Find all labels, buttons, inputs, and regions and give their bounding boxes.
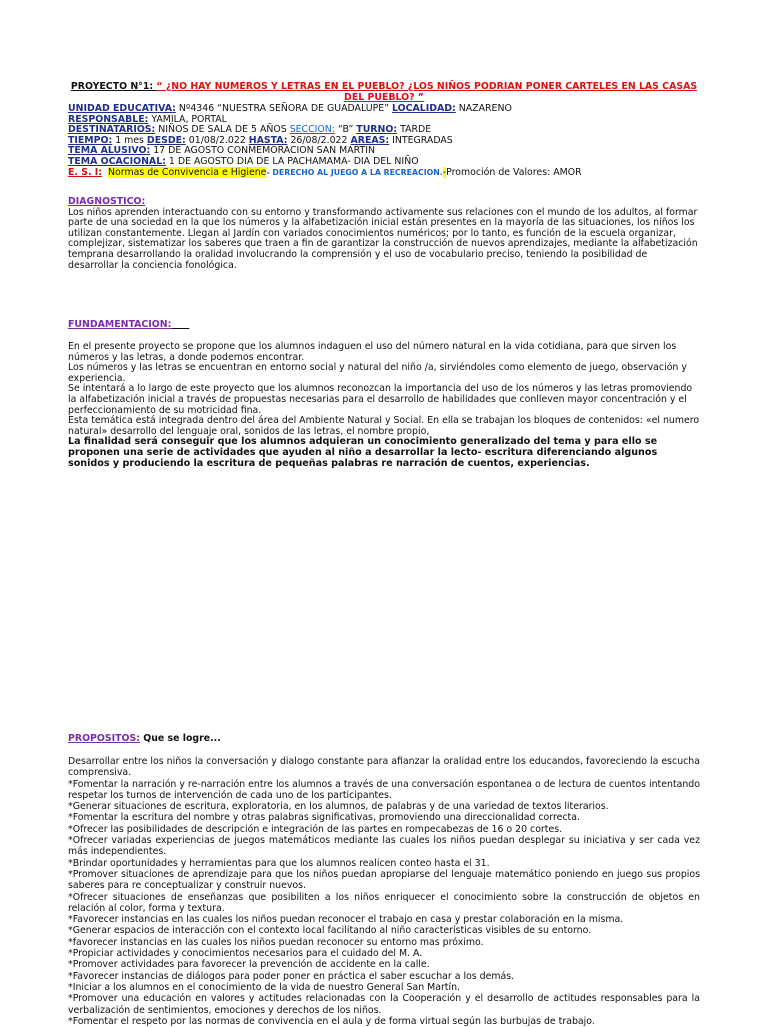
responsable-label: RESPONSABLE: [68,113,149,125]
proposito-item: *Ofrecer situaciones de enseñanzas que posibiliten a los niños enriquecer el conocimiento sobre la construcción de objetos en relación al color, forma y textura. [68,891,700,914]
fundamentacion-p2: Los números y las letras se encuentran en entorno social y natural del niño /a, sirviéndoles como elemento de juego, observación y experiencia. [68,362,687,384]
areas-value: INTEGRADAS [389,134,453,146]
unidad-label: UNIDAD EDUCATIVA: [68,103,176,114]
seccion-label: SECCION: [289,124,335,136]
fundamentacion-p1: En el presente proyecto se propone que los alumnos indaguen el uso del número natural en la vida cotidiana, para que sirven los números y las letras, a donde podemos encontrar. [68,341,677,363]
esi-derecho: - DERECHO AL JUEGO A LA RECREACION. [266,167,443,177]
fundamentacion-section [68,320,700,331]
fundamentacion-heading-trail [171,319,189,330]
propositos-list [68,756,700,1027]
unidad-value: Nº4346 “NUESTRA SEÑORA DE GUADALUPE” [175,103,392,114]
project-title [68,82,700,103]
hasta-value: 26/08/2.022 [287,134,351,146]
header-info [68,104,700,178]
proposito-item: *Fomentar la narración y re-narración entre los alumnos a través de una conversación espontanea o de lectura de cuentos intentando respetar los turnos de intervención de cada uno de los participantes. [68,778,700,801]
title-question: “ ¿NO HAY NUMEROS Y LETRAS EN EL PUEBLO? ¿LOS NIÑOS PODRIAN PONER CARTELES EN LAS CASAS DEL PUEBLO? ” [156,81,698,103]
desde-label: DESDE: [146,134,186,146]
esi-label: E. S. I: [68,166,103,178]
turno-label: TURNO: [356,124,398,136]
proposito-item: *Fomentar la escritura del nombre y otras palabras significativas, promoviendo una direccionalidad correcta. [68,812,580,824]
proposito-item: *Promover una educación en valores y actitudes relacionadas con la Cooperación y el desarrollo de actitudes responsables para la verbalización de sentimientos, emociones y derechos de los niños. [68,993,700,1016]
localidad-label: LOCALIDAD: [391,103,456,114]
proposito-item: *Propiciar actividades y conocimientos necesarios para el cuidado del M. A. [68,948,423,960]
destinatarios-label: DESTINATARIOS: [68,124,156,136]
fundamentacion-heading-line [68,320,700,331]
fundamentacion-body [68,342,700,469]
fundamentacion-heading: FUNDAMENTACION: [68,319,172,330]
tema-ocasional-label: TEMA OCACIONAL: [68,155,166,167]
proposito-item: *Fomentar el respeto por las normas de convivencia en el aula y de forma virtual según las burbujas de trabajo. [68,1015,595,1027]
localidad-value: NAZARENO [455,103,512,114]
proposito-item: *Favorecer instancias en las cuales los niños puedan reconocer el trabajo en casa y prestar colaboración en la misma. [68,914,624,926]
destinatarios-value: NIÑOS DE SALA DE 5 AÑOS [155,124,290,136]
title-prefix: PROYECTO N°1: [70,81,157,92]
diagnostico-section [68,197,700,271]
proposito-item: *Brindar oportunidades y herramientas para que los alumnos realicen conteo hasta el 31. [68,857,490,869]
esi-valores: Promoción de Valores: AMOR [446,166,582,178]
proposito-item: *favorecer instancias en las cuales los niños puedan reconocer su entorno mas próximo. [68,936,484,948]
propositos-section [68,734,700,745]
esi-highlight: Normas de Convivencia e Higiene [108,166,267,178]
fundamentacion-p3: Se intentará a lo largo de este proyecto que los alumnos reconozcan la importancia del uso de los números y las letras promoviendo la alfabetización inicial a través de propuestas necesarias para el desarrollo de habilidades que conlleven mayor concentración y el perfeccionamiento de su motricidad fina. [68,383,693,416]
proposito-item: *Generar espacios de interacción con el contexto local facilitando al niño características visibles de su entorno. [68,925,592,937]
seccion-value: “B” [334,124,357,136]
proposito-item: *Promover situaciones de aprendizaje para que los niños puedan apropiarse del lenguaje matemático poniendo en juego sus propios saberes para re conceptualizar y construir nuevos. [68,868,700,892]
esi-line [68,168,700,179]
tema-ocasional-line [68,157,700,168]
tema-ocasional-value: 1 DE AGOSTO DIA DE LA PACHAMAMA- DIA DEL NIÑO [165,155,419,167]
proposito-item: *Promover actividades para favorecer la prevención de accidente en la calle. [68,959,430,971]
proposito-item: *Ofrecer las posibilidades de descripción e integración de las partes en rompecabezas de 16 o 20 cortes. [68,823,563,835]
proposito-item: *Generar situaciones de escritura, exploratoria, en los alumnos, de palabras y de una variedad de textos literarios. [68,801,609,813]
propositos-intro: Que se logre... [140,733,221,744]
areas-label: AREAS: [350,134,390,146]
fundamentacion-p5: La finalidad será conseguir que los alumnos adquieran un conocimiento generalizado del tema y para ello se proponen una serie de actividades que ayuden al niño a desarrollar la lecto- escritura diferenciando algunos sonidos y produciendo la escritura de pequeñas palabras re narración de cuentos, experiencias. [68,436,658,469]
tema-alusivo-label: TEMA ALUSIVO: [68,145,151,157]
esi-dash: - [442,166,447,178]
propositos-heading: PROPOSITOS: [68,733,141,744]
responsable-value: YAMILA, PORTAL [148,113,227,125]
tiempo-label: TIEMPO: [68,134,113,146]
diagnostico-heading: DIAGNOSTICO: [68,196,146,207]
tema-alusivo-value: 17 DE AGOSTO CONMEMORACION SAN MARTIN [150,145,376,157]
proposito-item: *Iniciar a los alumnos en el conocimiento de la vida de nuestro General San Martín. [68,981,461,993]
proposito-item: *Ofrecer variadas experiencias de juegos matemáticos mediante las cuales los niños puedan desplegar su iniciativa y ser cada vez más independientes. [68,835,700,858]
propositos-heading-line [68,734,700,745]
proposito-item: Desarrollar entre los niños la conversación y dialogo constante para afianzar la oralidad entre los educandos, favoreciendo la escucha comprensiva. [68,756,700,779]
turno-value: TARDE [397,124,432,136]
tiempo-value: 1 mes [112,134,147,146]
fundamentacion-p4: Esta temática está integrada dentro del área del Ambiente Natural y Social. En ella se trabajan los bloques de contenidos: «el numero natural» desarrollo del lenguaje oral, sonidos de las letras, el nombre propio, [68,415,700,437]
diagnostico-text: Los niños aprenden interactuando con su entorno y transformando activamente sus relaciones con el mundo de los adultos, al formar parte de una sociedad en la que los números y la alfabetización inicial están presentes en la mayoría de las situaciones, los niños los utilizan constantemente. Llegan al Jardín con variados conocimientos numéricos; por lo tanto, es función de la escuela organizar, complejizar, sistematizar los saberes que traen a fin de garantizar la construcción de nuevos aprendizajes, mediante la alfabetización temprana desarrollando la oralidad involucrando la comprensión y el uso de vocabulario preciso, teniendo la posibilidad de desarrollar la conciencia fonológica. [68,206,698,271]
desde-value: 01/08/2.022 [185,134,249,146]
proposito-item: *Favorecer instancias de diálogos para poder poner en práctica el saber escuchar a los demás. [68,970,515,982]
hasta-label: HASTA: [248,134,288,146]
